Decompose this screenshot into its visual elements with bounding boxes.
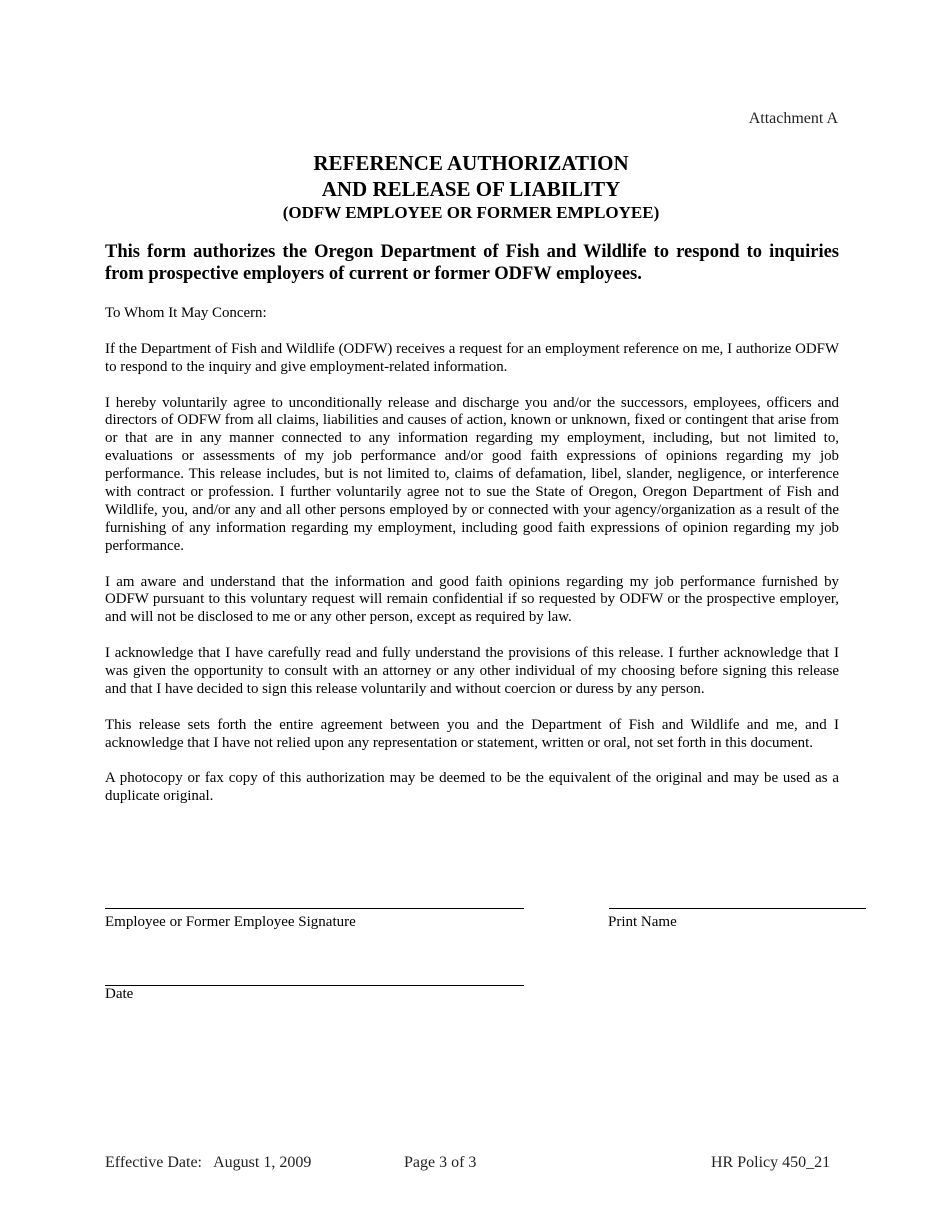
- lead-statement: This form authorizes the Oregon Department of Fish and Wildlife to respond to inquiries from prospective employers of current or former ODFW employees.: [105, 242, 839, 284]
- paragraph-confidentiality: I am aware and understand that the information and good faith opinions regarding my job performance furnished by ODFW pursuant to this voluntary request will remain confidential if so requested by ODFW or the prospective employer, and will not be disclosed to me or any other person, except as required by law.: [105, 573, 839, 626]
- print-name-line[interactable]: [609, 908, 866, 909]
- paragraph-acknowledgement: I acknowledge that I have carefully read and fully understand the provisions of this release. I further acknowledge that I was given the opportunity to consult with an attorney or any other individual of my choosing before signing this release and that I have decided to sign this release voluntarily and without coercion or duress by any person.: [105, 645, 839, 697]
- salutation: To Whom It May Concern:: [105, 305, 267, 321]
- employee-signature-line[interactable]: [105, 908, 524, 909]
- footer-policy-number: HR Policy 450_21: [711, 1154, 831, 1171]
- title-line-2: AND RELEASE OF LIABILITY: [321, 177, 621, 201]
- footer-effective-date: Effective Date: August 1, 2009: [105, 1154, 312, 1171]
- print-name-label: Print Name: [608, 914, 677, 930]
- employee-signature-label: Employee or Former Employee Signature: [105, 914, 356, 930]
- paragraph-release: I hereby voluntarily agree to unconditionally release and discharge you and/or the successors, employees, officers and directors of ODFW from all claims, liabilities and causes of action, known or unknown, fixed or contingent that arise from or that are in any manner connected to any information regarding my employment, including, but not limited to, evaluations or assessments of my job performance and/or good faith expressions of opinions regarding my job performance. This release includes, but is not limited to, claims of defamation, libel, slander, negligence, or interference with contract or profession. I further voluntarily agree not to sue the State of Oregon, Oregon Department of Fish and Wildlife, you, and/or any and all other persons employed by or connected with your agency/organization as a result of the furnishing of any information regarding my employment, including good faith expressions of opinion regarding my job performance.: [105, 394, 839, 554]
- paragraph-entire-agreement: This release sets forth the entire agreement between you and the Department of Fish and Wildlife and me, and I acknowledge that I have not relied upon any representation or statement, written or oral, not set forth in this document.: [105, 716, 839, 751]
- date-line[interactable]: [105, 985, 524, 986]
- title-subtitle: (ODFW EMPLOYEE OR FORMER EMPLOYEE): [282, 203, 660, 222]
- footer-page-number: Page 3 of 3: [404, 1154, 477, 1171]
- document-body: [105, 241, 839, 824]
- title-line-1: REFERENCE AUTHORIZATION: [313, 151, 629, 175]
- attachment-label: Attachment A: [748, 110, 838, 127]
- paragraph-authorization: If the Department of Fish and Wildlife (ODFW) receives a request for an employment reference on me, I authorize ODFW to respond to the inquiry and give employment-related information.: [105, 340, 839, 375]
- paragraph-photocopy: A photocopy or fax copy of this authorization may be deemed to be the equivalent of the original and may be used as a duplicate original.: [105, 770, 839, 805]
- document-title: [0, 150, 942, 224]
- date-label: Date: [105, 986, 134, 1002]
